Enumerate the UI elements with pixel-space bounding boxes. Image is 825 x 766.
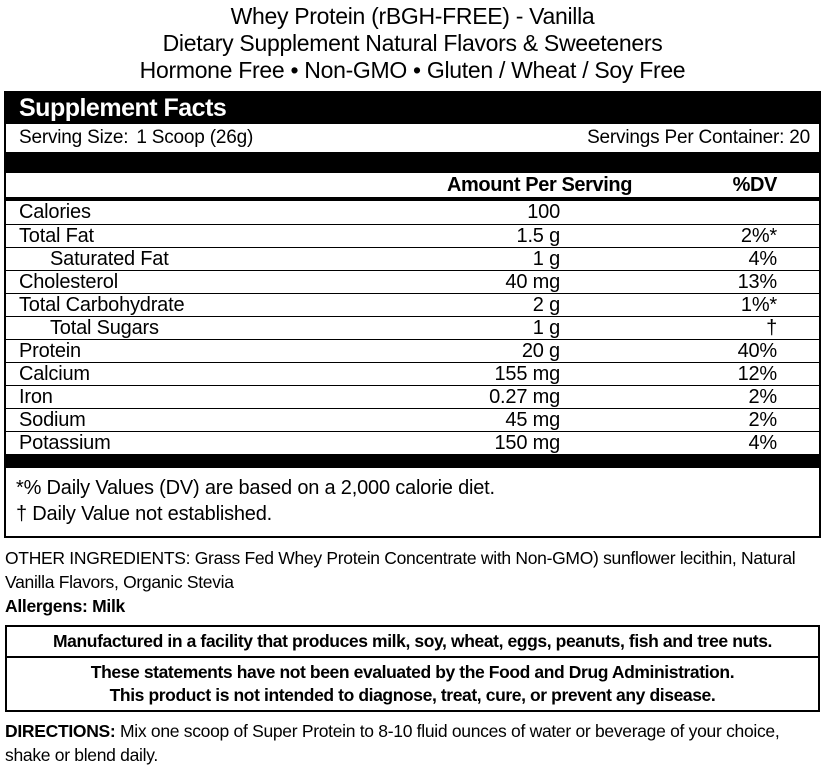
product-subtitle: Dietary Supplement Natural Flavors & Sweeteners: [162, 30, 663, 56]
nutrient-name: Iron: [19, 386, 53, 408]
nutrient-dv: 2%*: [740, 225, 777, 247]
fda-notice-line1: These statements have not been evaluated by the Food and Drug Administration.: [90, 662, 735, 682]
nutrient-amount: 1 g: [532, 248, 560, 270]
table-row: [6, 201, 819, 224]
nutrient-dv: 2%: [748, 386, 777, 408]
nutrient-amount: 150 mg: [494, 432, 560, 454]
divider-bar: [6, 154, 819, 173]
nutrient-name: Total Sugars: [50, 317, 159, 339]
facility-notice: Manufactured in a facility that produces milk, soy, wheat, eggs, peanuts, fish and tree nuts.: [5, 625, 820, 658]
fda-notice-line2: This product is not intended to diagnose, treat, cure, or prevent any disease.: [109, 685, 716, 705]
label-lower-sections: [5, 546, 820, 766]
nutrient-amount: 0.27 mg: [489, 386, 560, 408]
table-row: [6, 339, 819, 362]
footnote-dv: *% Daily Values (DV) are based on a 2,000 calorie diet.: [16, 477, 495, 499]
allergens: [5, 594, 820, 618]
table-row: [6, 431, 819, 454]
nutrient-name: Calcium: [19, 363, 90, 385]
table-row: [6, 270, 819, 293]
serving-info-row: [6, 124, 819, 154]
nutrient-amount: 1.5 g: [516, 225, 560, 247]
other-ingredients: [5, 546, 820, 594]
nutrient-dv: 12%: [737, 363, 777, 385]
supplement-facts-box: [4, 91, 821, 538]
nutrient-dv: 13%: [737, 271, 777, 293]
serving-size-label: Serving Size:: [19, 127, 129, 148]
nutrient-name: Cholesterol: [19, 271, 118, 293]
nutrient-amount: 2 g: [532, 294, 560, 316]
table-row: [6, 316, 819, 339]
servings-per-container: Servings Per Container: 20: [587, 127, 810, 148]
nutrient-dv: 1%*: [740, 294, 777, 316]
table-row: [6, 408, 819, 431]
nutrient-name: Total Carbohydrate: [19, 294, 185, 316]
footnote-dagger: † Daily Value not established.: [16, 503, 273, 525]
divider-bar: [6, 454, 819, 468]
column-header-amount: Amount Per Serving: [447, 173, 633, 196]
directions-text: Mix one scoop of Super Protein to 8-10 fluid ounces of water or beverage of your choice, shake or blend daily.: [5, 721, 780, 765]
nutrient-table: [6, 201, 819, 454]
nutrient-name: Calories: [19, 201, 91, 223]
table-row: [6, 385, 819, 408]
nutrient-name: Protein: [19, 340, 81, 362]
serving-size-value: 1 Scoop (26g): [136, 127, 254, 148]
nutrient-dv: 4%: [748, 248, 777, 270]
nutrient-name: Sodium: [19, 409, 86, 431]
other-ingredients-text: Grass Fed Whey Protein Concentrate with Non-GMO) sunflower lecithin, Natural Vanilla Flavors, Organic Stevia: [5, 548, 796, 592]
table-row: [6, 224, 819, 247]
nutrient-dv: 4%: [748, 432, 777, 454]
facts-title: Supplement Facts: [6, 93, 819, 124]
allergens-value: Milk: [92, 596, 125, 616]
nutrient-dv: 2%: [748, 409, 777, 431]
directions: [5, 719, 820, 766]
nutrient-amount: 155 mg: [494, 363, 560, 385]
allergens-label: Allergens:: [5, 596, 88, 616]
table-row: [6, 362, 819, 385]
nutrient-amount: 1 g: [532, 317, 560, 339]
table-row: [6, 293, 819, 316]
nutrient-dv: 40%: [737, 340, 777, 362]
nutrient-amount: 40 mg: [505, 271, 560, 293]
nutrient-name: Potassium: [19, 432, 111, 454]
nutrient-amount: 20 g: [521, 340, 560, 362]
nutrient-amount: 100: [527, 201, 560, 223]
product-title: Whey Protein (rBGH-FREE) - Vanilla: [230, 3, 595, 29]
table-row: [6, 247, 819, 270]
fda-notice: [5, 658, 820, 712]
nutrient-name: Total Fat: [19, 225, 94, 247]
serving-size: [19, 127, 253, 149]
table-header-row: [6, 173, 819, 197]
nutrient-dv: †: [766, 317, 777, 339]
footnotes: [6, 468, 819, 536]
product-titles: [0, 0, 825, 84]
column-header-dv: %DV: [732, 173, 777, 196]
product-claims: Hormone Free • Non-GMO • Gluten / Wheat / Soy Free: [139, 57, 686, 83]
nutrient-amount: 45 mg: [505, 409, 560, 431]
directions-label: DIRECTIONS:: [5, 721, 116, 741]
other-ingredients-label: OTHER INGREDIENTS:: [5, 548, 191, 568]
nutrient-name: Saturated Fat: [50, 248, 169, 270]
